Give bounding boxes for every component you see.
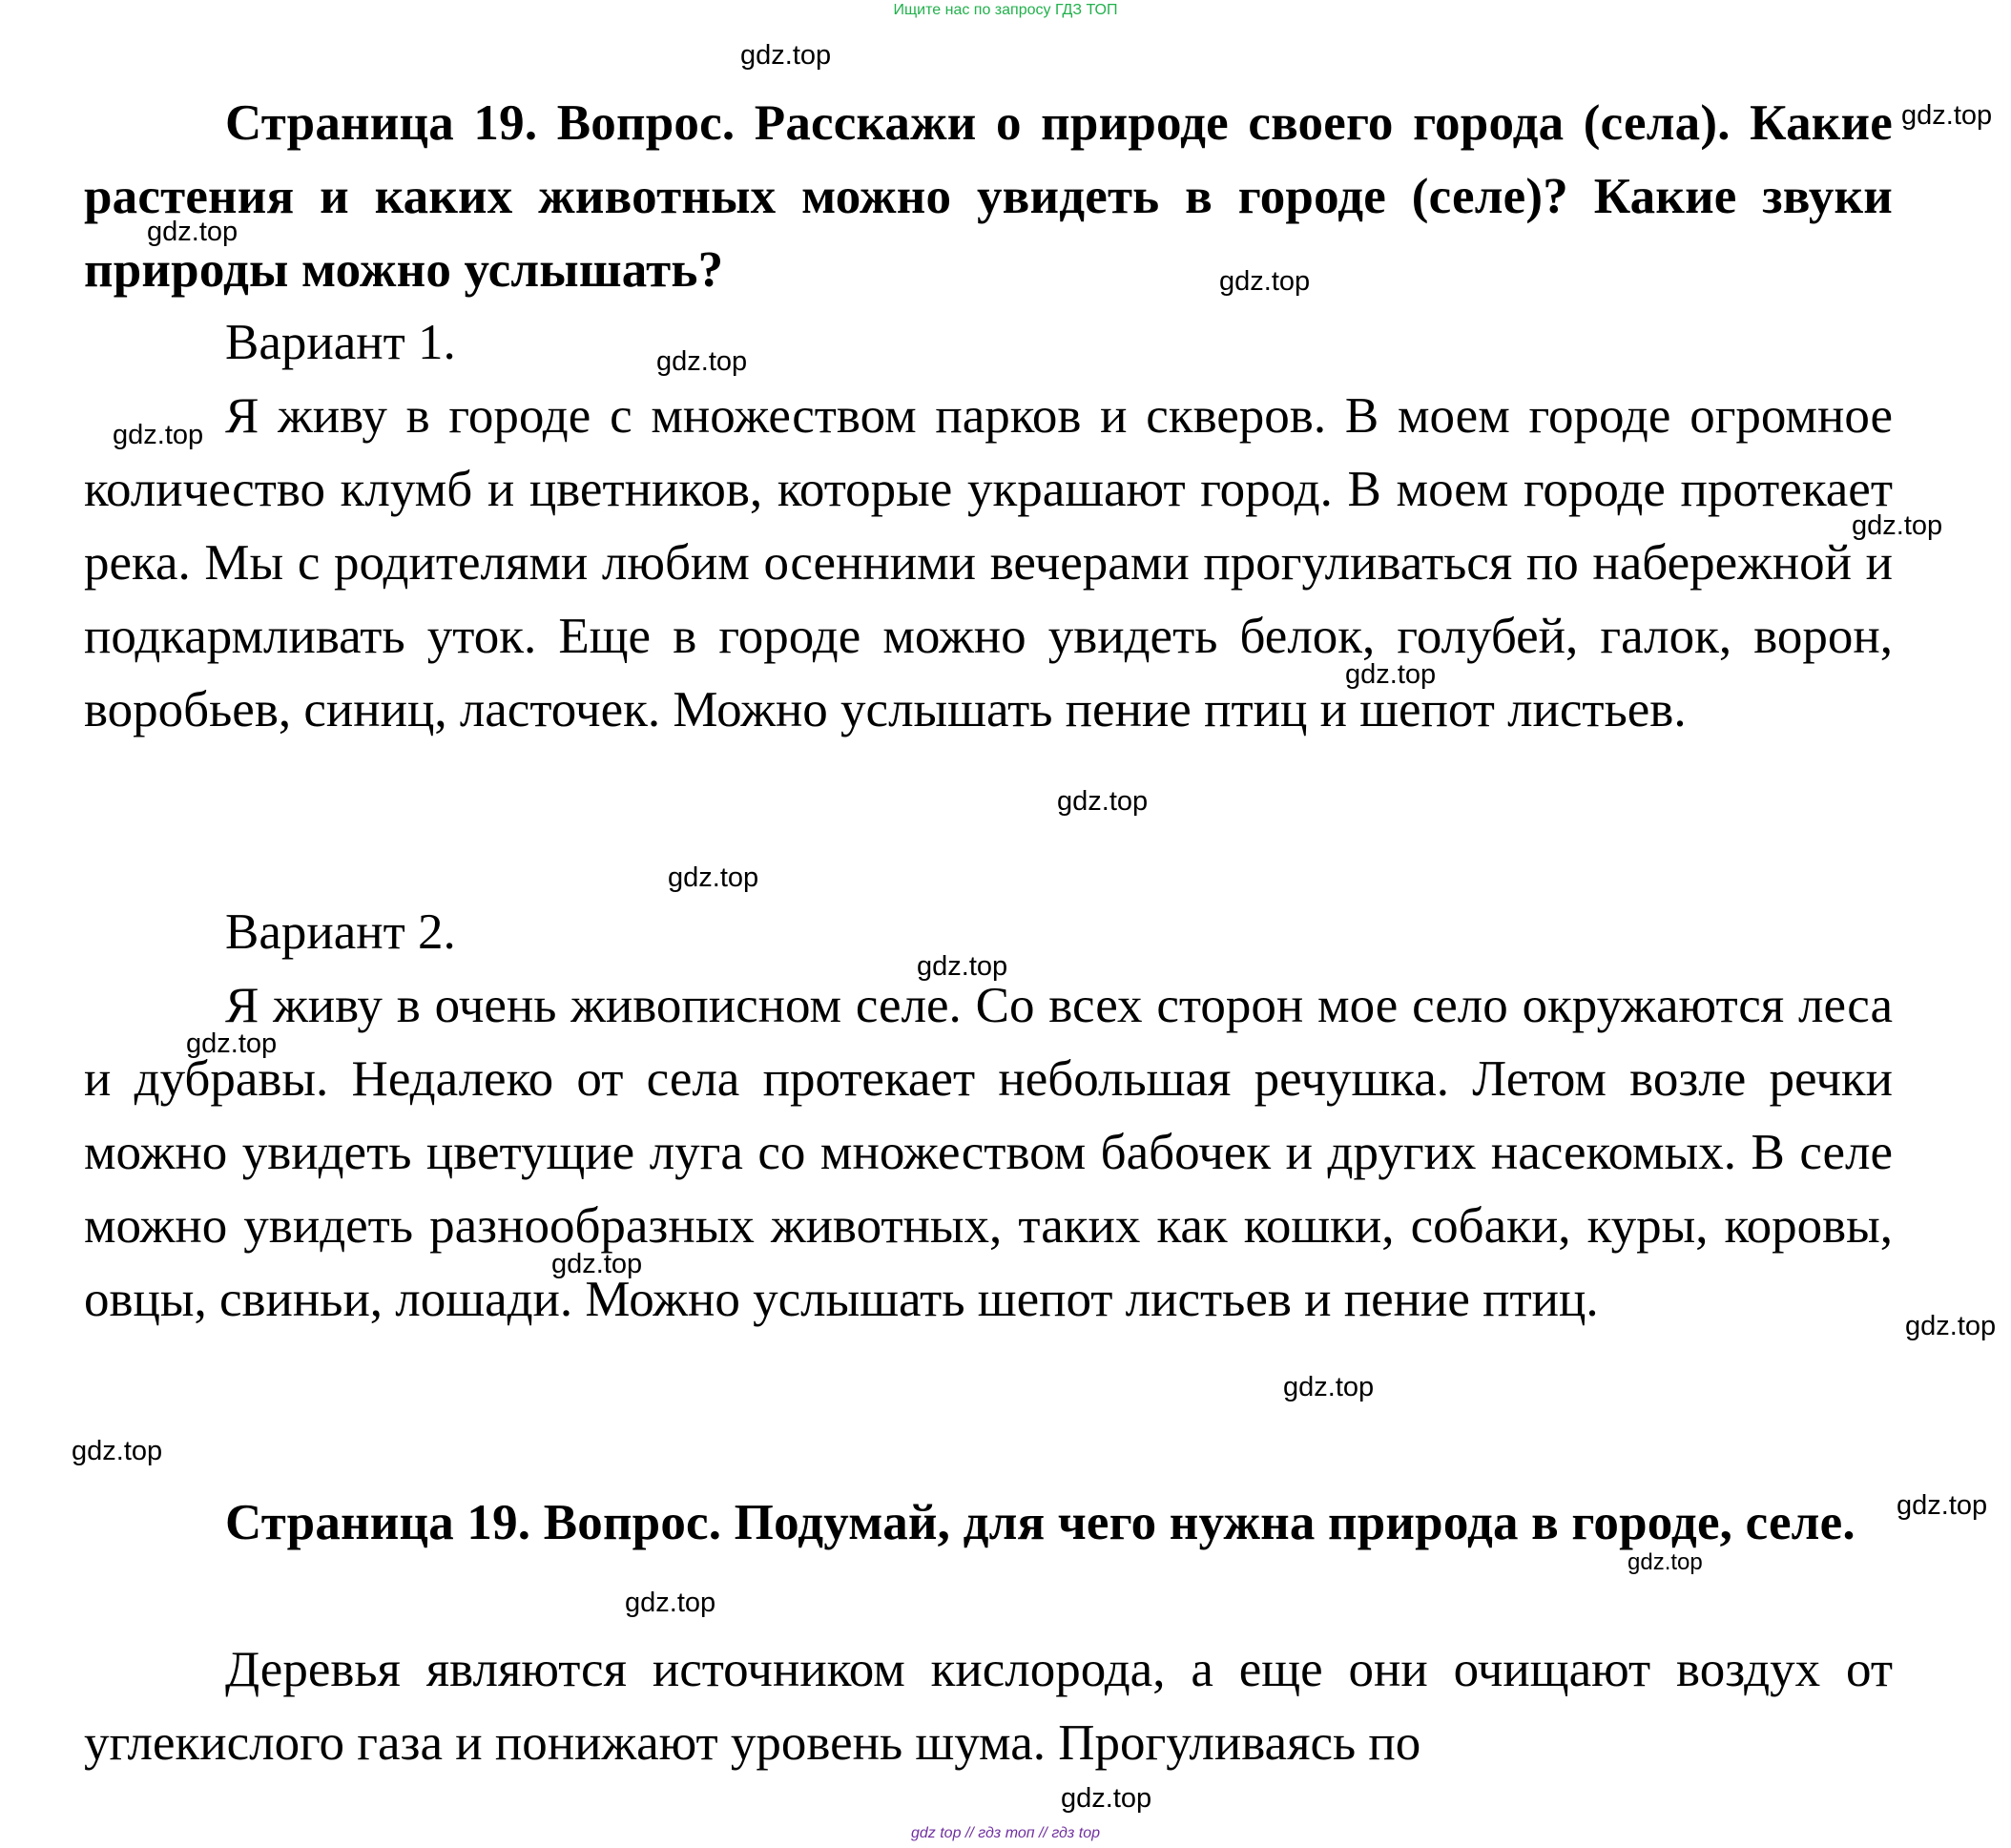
watermark: gdz.top bbox=[72, 1436, 163, 1466]
watermark: gdz.top bbox=[1057, 786, 1149, 817]
watermark: gdz.top bbox=[551, 1249, 643, 1279]
variant-1-text: Я живу в городе с множеством парков и скверов. В моем городе огромное количество клумб и цветников, которые украшают город. В моем городе протекает река. Мы с родителями любим осенними вечерами прогуливаться по набережной и подкармливать уток. Еще в городе можно увидеть белок, голубей, галок, ворон, воробьев, синиц, ласточек. Можно услышать пение птиц и шепот листьев. bbox=[84, 388, 1893, 737]
watermark: gdz.top bbox=[186, 1028, 278, 1059]
watermark: gdz.top bbox=[1852, 510, 1943, 541]
watermark: gdz.top bbox=[113, 420, 204, 450]
variant-1-label: Вариант 1. bbox=[225, 315, 456, 370]
variant-2-label: Вариант 2. bbox=[225, 904, 456, 960]
watermark: gdz.top bbox=[1219, 266, 1311, 297]
watermark: gdz.top bbox=[625, 1588, 716, 1618]
watermark: gdz.top bbox=[740, 40, 832, 71]
question-2-text: Деревья являются источником кислорода, а еще они очищают воздух от углекислого газа и понижают уровень шума. Прогуливаясь по bbox=[84, 1642, 1893, 1771]
watermark: gdz.top bbox=[147, 217, 238, 247]
watermark: gdz.top bbox=[1905, 1311, 1997, 1341]
question-2-heading: Страница 19. Вопрос. Подумай, для чего нужна природа в городе, селе. bbox=[225, 1495, 1856, 1550]
watermark: gdz.top bbox=[1345, 659, 1437, 690]
watermark: gdz.top bbox=[1901, 100, 1993, 131]
watermark: gdz.top bbox=[1627, 1549, 1703, 1575]
variant-2-text: Я живу в очень живописном селе. Со всех сторон мое село окружаются леса и дубравы. Недалеко от села протекает небольшая речушка. Летом возле речки можно увидеть цветущие луга со множеством бабочек и других насекомых. В селе можно увидеть разнообразных животных, таких как кошки, собаки, куры, коровы, овцы, свиньи, лошади. Можно услышать шепот листьев и пение птиц. bbox=[84, 978, 1893, 1327]
footer-watermark: gdz top // гдз топ // гдз top bbox=[910, 1825, 1100, 1841]
watermark: gdz.top bbox=[656, 346, 748, 377]
watermark: gdz.top bbox=[1897, 1490, 1988, 1521]
watermark: gdz.top bbox=[1061, 1783, 1152, 1814]
question-1-heading: Страница 19. Вопрос. Расскажи о природе своего города (села). Какие растения и каких животных можно увидеть в городе (селе)? Какие звуки природы можно услышать? bbox=[84, 95, 1893, 298]
watermark: gdz.top bbox=[668, 862, 759, 893]
watermark: gdz.top bbox=[917, 951, 1008, 982]
top-banner: Ищите нас по запросу ГДЗ ТОП bbox=[893, 2, 1118, 18]
watermark: gdz.top bbox=[1283, 1372, 1375, 1402]
